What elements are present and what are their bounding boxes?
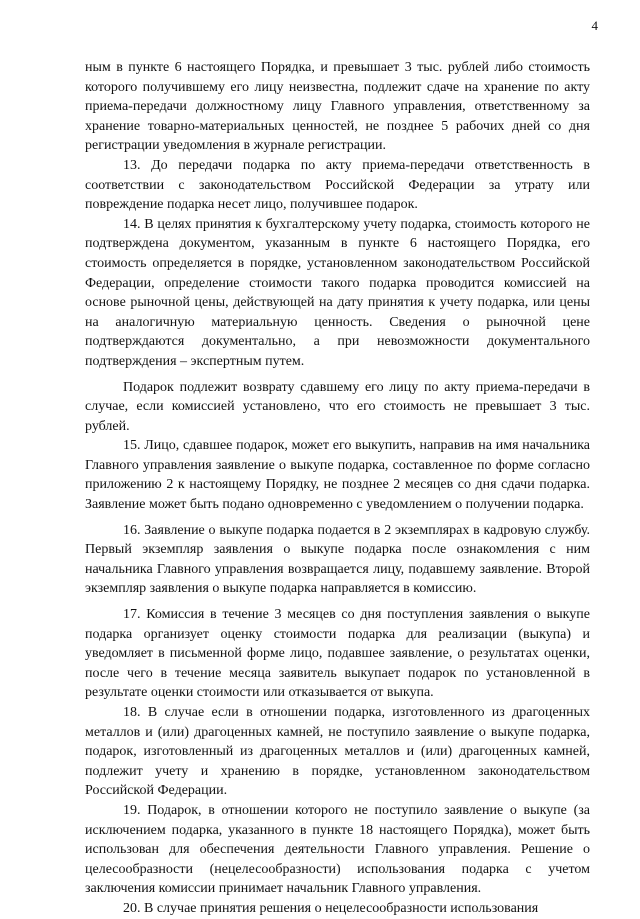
paragraph-13: 13. До передачи подарка по акту приема-передачи ответственность в соответствии с законодательством Российской Федерации за утрату или повреждение подарка несет лицо, получившее подарок.	[85, 157, 590, 213]
paragraph-19: 19. Подарок, в отношении которого не поступило заявление о выкупе (за исключением подарка, указанного в пункте 18 настоящего Порядка), может быть использован для обеспечения деятельности Главного управления. Решение о целесообразности (нецелесообразности) использования подарка с учетом заключения комиссии принимает начальник Главного управления.	[85, 802, 590, 897]
paragraph-20-start: 20. В случае принятия решения о нецелесообразности использования	[123, 900, 539, 916]
paragraph-12-continuation: ным в пункте 6 настоящего Порядка, и превышает 3 тыс. рублей либо стоимость которого получившему его лицу неизвестна, подлежит сдаче на хранение по акту приема-передачи должностному лицу Главного управления, ответственному за хранение товарно-материальных ценностей, не позднее 5 рабочих дней со дня регистрации уведомления в журнале регистрации.	[85, 60, 590, 154]
paragraph-16: 16. Заявление о выкупе подарка подается в 2 экземплярах в кадровую службу. Первый экземпляр заявления о выкупе подарка после ознакомления с ним начальника Главного управления возвращается лицу, подавшему заявление. Второй экземпляр заявления о выкупе подарка направляется в комиссию.	[85, 522, 590, 597]
paragraph-17: 17. Комиссия в течение 3 месяцев со дня поступления заявления о выкупе подарка организует оценку стоимости подарка для реализации (выкупа) и уведомляет в письменной форме лицо, подавшее заявление, о результатах оценки, после чего в течение месяца заявитель выкупает подарок по установленной в результате оценки стоимости или отказывается от выкупа.	[85, 607, 590, 701]
paragraph-14: 14. В целях принятия к бухгалтерскому учету подарка, стоимость которого не подтверждена документом, указанным в пункте 6 настоящего Порядка, его стоимость определяется в порядке, установленном законодательством Российской Федерации, определение стоимости такого подарка проводится комиссией на основе рыночной цены, действующей на дату принятия к учету подарка, или цены на аналогичную материальную ценность. Сведения о рыночной цене подтверждаются документально, а при невозможности документального подтверждения – экспертным путем.	[85, 216, 590, 369]
paragraph-15: 15. Лицо, сдавшее подарок, может его выкупить, направив на имя начальника Главного управления заявление о выкупе подарка, составленное по форме согласно приложению 2 к настоящему Порядку, не позднее 2 месяцев со дня сдачи подарка. Заявление может быть подано одновременно с уведомлением о получении подарка.	[85, 438, 590, 513]
page-number: 4	[591, 18, 598, 33]
paragraph-18: 18. В случае если в отношении подарка, изготовленного из драгоценных металлов и (или) драгоценных камней, не поступило заявление о выкупе подарка, подарок, изготовленный из драгоценных металлов и (или) драгоценных камней, подлежит учету и хранению в порядке, установленном законодательством Российской Федерации.	[85, 705, 590, 799]
paragraph-14-return: Подарок подлежит возврату сдавшему его лицу по акту приема-передачи в случае, если комиссией установлено, что его стоимость не превышает 3 тыс. рублей.	[85, 379, 590, 434]
document-page	[85, 58, 590, 919]
